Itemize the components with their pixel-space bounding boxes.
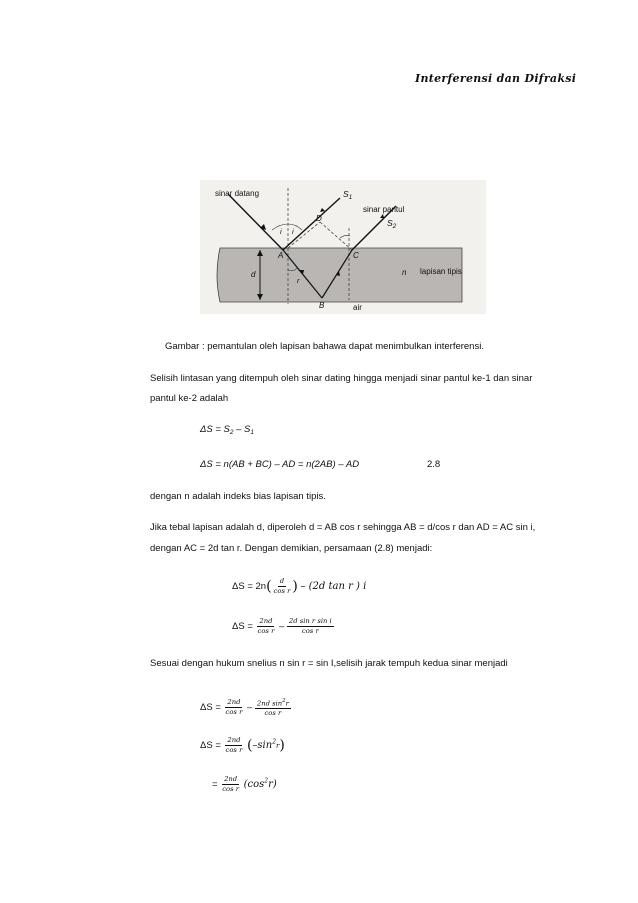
equation-6: ΔS = $\frac{2nd}{\text{cos r}}$ $(-\sin^2r)$ xyxy=(200,736,285,754)
label-a-point: A xyxy=(278,251,284,260)
label-i2: i xyxy=(292,227,294,236)
page-header: Interferensi dan Difraksi xyxy=(415,72,577,85)
equation-7: = $\frac{2nd}{\text{cos r}}$ $(\cos^2r)$ xyxy=(212,775,277,793)
figure-caption: Gambar : pemantulan oleh lapisan bahawa dapat menimbulkan interferensi. xyxy=(165,341,484,352)
paragraph-1-line-1: Selisih lintasan yang ditempuh oleh sinar dating hingga menjadi sinar pantul ke-1 dan sinar xyxy=(150,373,533,384)
equation-delta-s-1: $\Delta S = S_2 - S_1$ xyxy=(200,424,255,436)
label-air: air xyxy=(353,303,362,312)
equation-delta-s-2: ΔS = n(AB + BC) – AD = n(2AB) – AD xyxy=(200,459,360,470)
label-r: r xyxy=(297,276,300,285)
paragraph-3-line-1: Jika tebal lapisan adalah d, diperoleh d = AB cos r sehingga AB = d/cos r dan AD = AC sin i, xyxy=(150,522,536,533)
label-s1: $S_1$ xyxy=(343,189,353,201)
thin-film-figure xyxy=(200,180,486,314)
paragraph-3-line-2: dengan AC = 2d tan r. Dengan demikian, persamaan (2.8) menjadi: xyxy=(150,543,433,554)
label-sinar-pantul: sinar pantul xyxy=(363,205,405,214)
label-b-point: B xyxy=(319,301,325,310)
equation-number: 2.8 xyxy=(427,459,441,470)
label-lapisan-tipis: lapisan tipis xyxy=(420,267,462,276)
label-n: n xyxy=(402,268,407,277)
label-thickness-d: d xyxy=(251,270,256,279)
equation-5: ΔS = $\frac{2nd}{\text{cos r}}$ – $\frac{2nd \sin^2r}{\text{cos r}}$ xyxy=(200,698,289,718)
label-s2: $S_2$ xyxy=(387,218,397,230)
equation-3: ΔS = 2n( $\frac{d}{\text{cos r}}$ ) – (2d tan r ) i xyxy=(232,577,367,595)
label-d-point: D xyxy=(316,214,322,223)
equation-4: ΔS = $\frac{2nd}{\text{cos r}}$ – $\frac{\text{2d sin r sin i}}{\text{cos r}}$ xyxy=(232,617,332,635)
label-c-point: C xyxy=(353,251,359,260)
label-sinar-datang: sinar datang xyxy=(215,189,260,198)
paragraph-2: dengan n adalah indeks bias lapisan tipis. xyxy=(150,491,326,502)
paragraph-4: Sesuai dengan hukum snelius n sin r = sin I,selisih jarak tempuh kedua sinar menjadi xyxy=(150,658,508,669)
paragraph-1-line-2: pantul ke-2 adalah xyxy=(150,393,229,404)
label-i1: i xyxy=(280,227,282,236)
